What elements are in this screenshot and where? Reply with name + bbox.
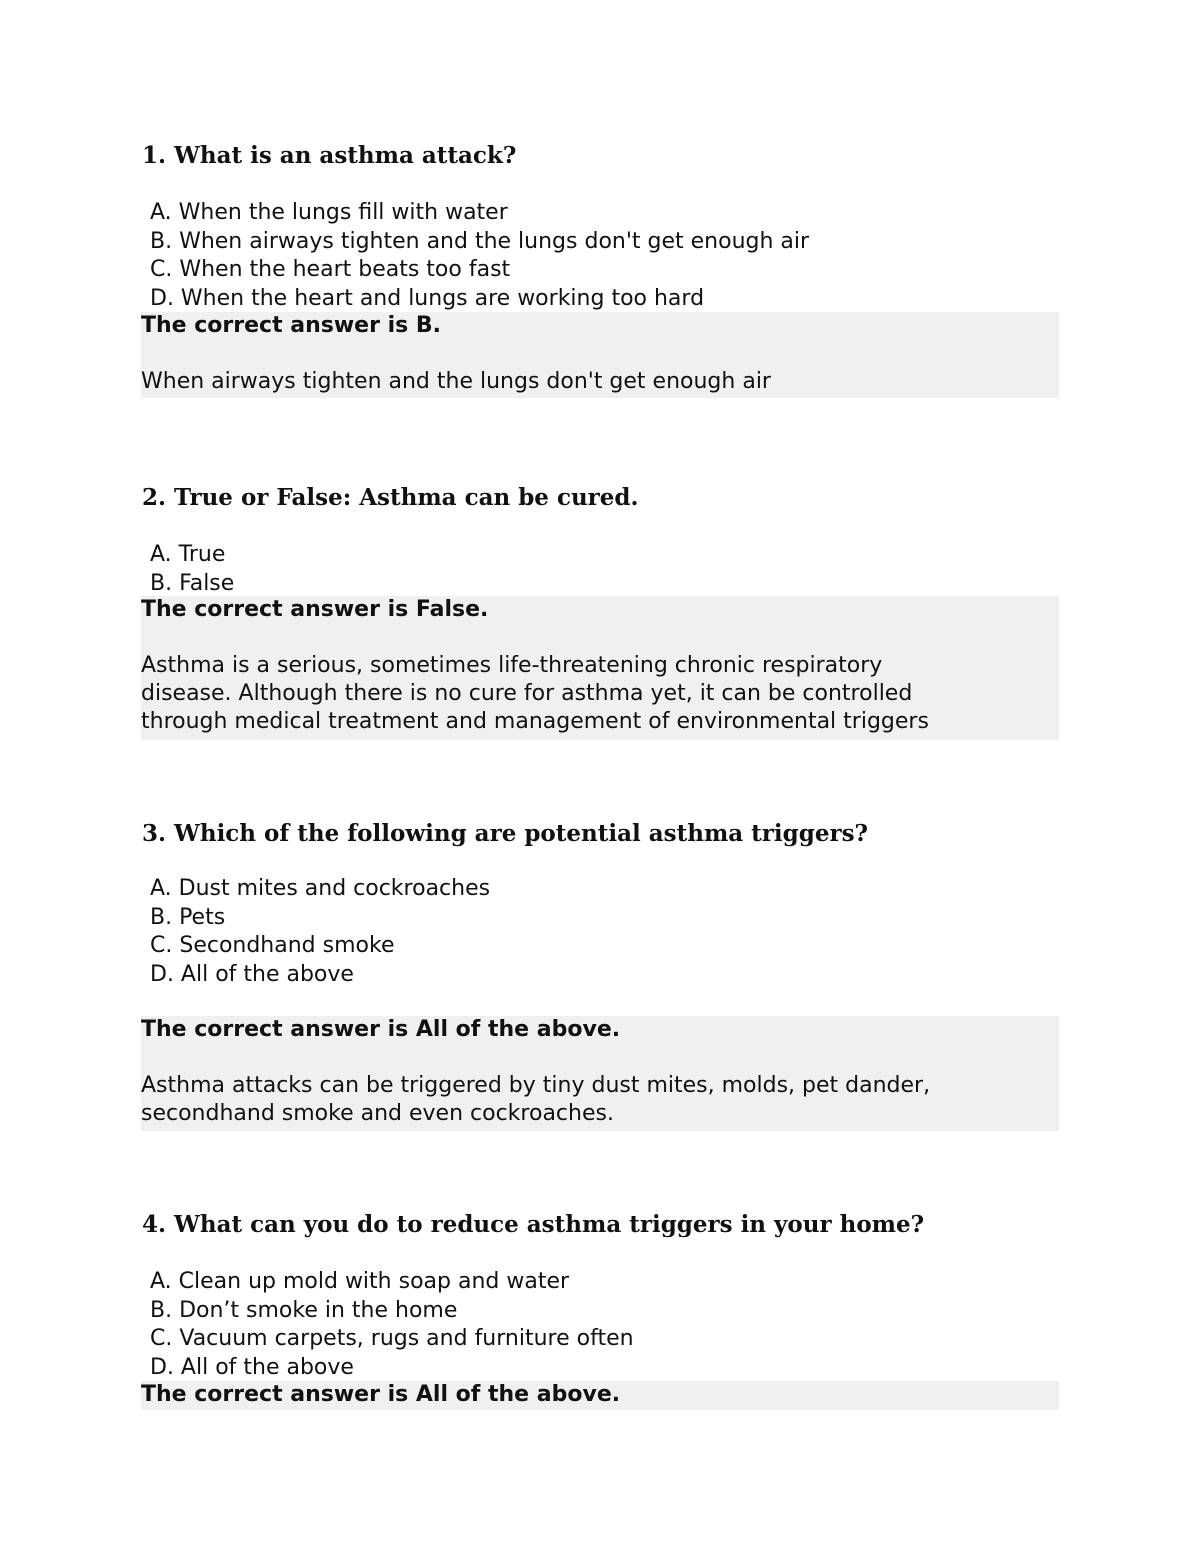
question-2-explanation [141, 652, 1059, 736]
question-2-explanation-line: through medical treatment and management of environmental triggers [141, 709, 929, 734]
question-2-answer-box [141, 596, 1059, 740]
question-2-answer-title: The correct answer is False. [141, 597, 489, 622]
question-2-title: 2. True or False: Asthma can be cured. [142, 484, 639, 511]
question-4-answer-box [141, 1381, 1059, 1410]
question-4-title: 4. What can you do to reduce asthma triggers in your home? [142, 1211, 925, 1238]
question-1-answer-title: The correct answer is B. [141, 313, 442, 338]
question-3-explanation-line: secondhand smoke and even cockroaches. [141, 1101, 614, 1126]
question-3-answer-box [141, 1016, 1059, 1131]
question-1-option-a: A. When the lungs fill with water [150, 200, 508, 225]
question-3-explanation [141, 1072, 1059, 1128]
question-1-explanation-line: When airways tighten and the lungs don't get enough air [141, 369, 771, 394]
question-1-options [150, 199, 809, 313]
question-4-option-a: A. Clean up mold with soap and water [150, 1269, 570, 1294]
question-1-option-b: B. When airways tighten and the lungs don't get enough air [150, 228, 810, 254]
question-3-options [150, 875, 490, 989]
question-4-option-c: C. Vacuum carpets, rugs and furniture often [150, 1326, 634, 1352]
question-2-option-b: B. False [150, 570, 235, 596]
question-4-options [150, 1268, 634, 1382]
question-4-option-b: B. Don’t smoke in the home [150, 1297, 458, 1323]
question-3-answer-title: The correct answer is All of the above. [141, 1017, 621, 1042]
question-1-title: 1. What is an asthma attack? [142, 142, 517, 169]
question-3-option-b: B. Pets [150, 904, 226, 930]
question-4-answer-title: The correct answer is All of the above. [141, 1382, 621, 1407]
question-2-explanation-line: Asthma is a serious, sometimes life-threatening chronic respiratory [141, 653, 883, 678]
question-2-option-a: A. True [150, 542, 226, 567]
question-2-explanation-line: disease. Although there is no cure for asthma yet, it can be controlled [141, 681, 913, 706]
question-1-explanation [141, 368, 1059, 396]
question-1-option-d: D. When the heart and lungs are working too hard [150, 285, 705, 311]
question-3-option-c: C. Secondhand smoke [150, 933, 395, 959]
question-3-title: 3. Which of the following are potential asthma triggers? [142, 820, 869, 847]
question-2-options [150, 541, 234, 598]
question-3-option-d: D. All of the above [150, 961, 354, 987]
question-4-option-d: D. All of the above [150, 1354, 354, 1380]
question-1-option-c: C. When the heart beats too fast [150, 257, 511, 283]
question-1-answer-box [141, 312, 1059, 398]
question-3-option-a: A. Dust mites and cockroaches [150, 876, 491, 901]
question-3-explanation-line: Asthma attacks can be triggered by tiny dust mites, molds, pet dander, [141, 1073, 931, 1098]
